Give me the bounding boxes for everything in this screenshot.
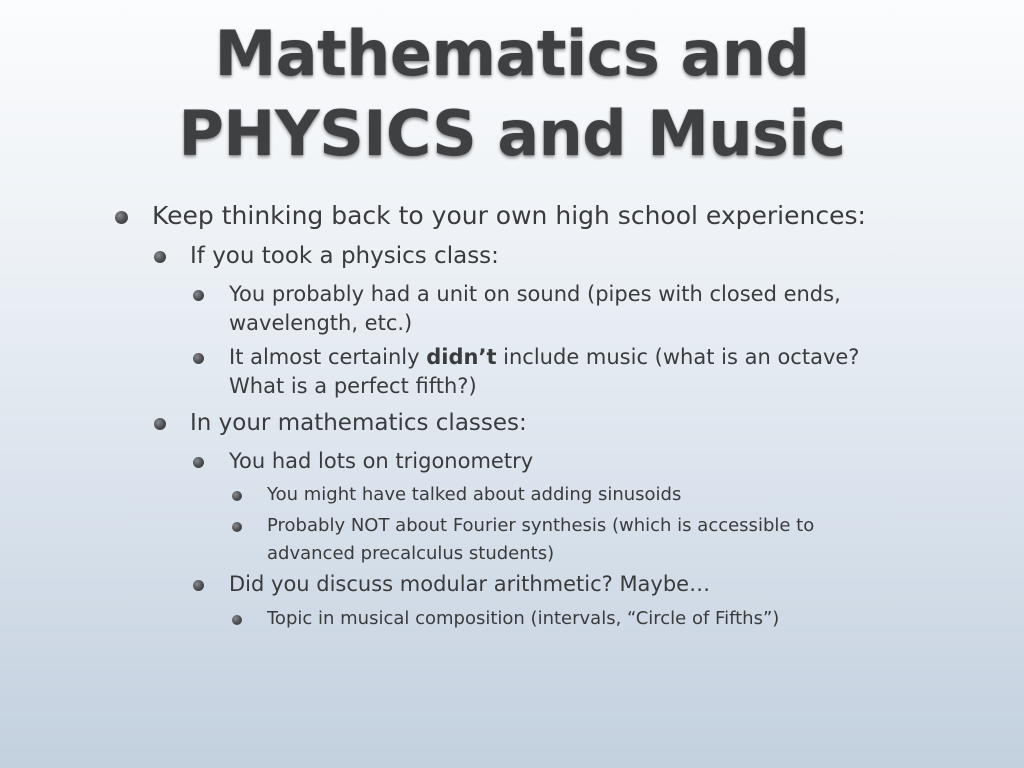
- slide-title-line-1: Mathematics and: [214, 17, 810, 90]
- bullet-item: [229, 570, 710, 599]
- bullet-text: Did you discuss modular arithmetic? Maybe…: [229, 572, 711, 596]
- bullet-item: [229, 280, 841, 338]
- bullet-text-line-2: What is a perfect fifth?): [229, 374, 477, 398]
- bullet-text: Topic in musical composition (intervals, “Circle of Fifths”): [267, 608, 780, 629]
- bullet-dot-icon: [193, 580, 204, 591]
- bullet-text-line-1: You probably had a unit on sound (pipes with closed ends,: [229, 282, 841, 306]
- bullet-text-emphasis: didn’t: [426, 345, 497, 369]
- bullet-dot-icon: [232, 615, 242, 625]
- bullet-text: In your mathematics classes:: [190, 410, 527, 436]
- bullet-text-line-1: Probably NOT about Fourier synthesis (which is accessible to: [267, 515, 815, 536]
- bullet-item: [229, 447, 533, 476]
- bullet-text-line-2: advanced precalculus students): [267, 543, 555, 564]
- bullet-dot-icon: [193, 457, 204, 468]
- bullet-text-line-1: [229, 343, 859, 372]
- bullet-text-suffix: include music (what is an octave?: [496, 345, 860, 369]
- bullet-text-prefix: It almost certainly: [229, 345, 427, 369]
- bullet-item: [190, 241, 499, 271]
- slide-title-line-2: PHYSICS and Music: [178, 97, 846, 170]
- bullet-item: [152, 200, 866, 232]
- bullet-dot-icon: [232, 491, 242, 501]
- bullet-item: [190, 408, 527, 438]
- bullet-dot-icon: [193, 353, 204, 364]
- bullet-text: Keep thinking back to your own high school experiences:: [152, 201, 866, 230]
- bullet-text: You had lots on trigonometry: [229, 449, 534, 473]
- bullet-item: [267, 481, 681, 509]
- bullet-item: [267, 512, 814, 568]
- bullet-dot-icon: [154, 251, 166, 263]
- bullet-text: If you took a physics class:: [190, 243, 499, 269]
- bullet-item: [267, 605, 779, 633]
- bullet-text: You might have talked about adding sinusoids: [267, 484, 682, 505]
- bullet-dot-icon: [115, 211, 128, 224]
- bullet-text-line-2: wavelength, etc.): [229, 311, 413, 335]
- bullet-dot-icon: [193, 290, 204, 301]
- bullet-item: [229, 343, 859, 401]
- bullet-dot-icon: [154, 418, 166, 430]
- bullet-dot-icon: [232, 522, 242, 532]
